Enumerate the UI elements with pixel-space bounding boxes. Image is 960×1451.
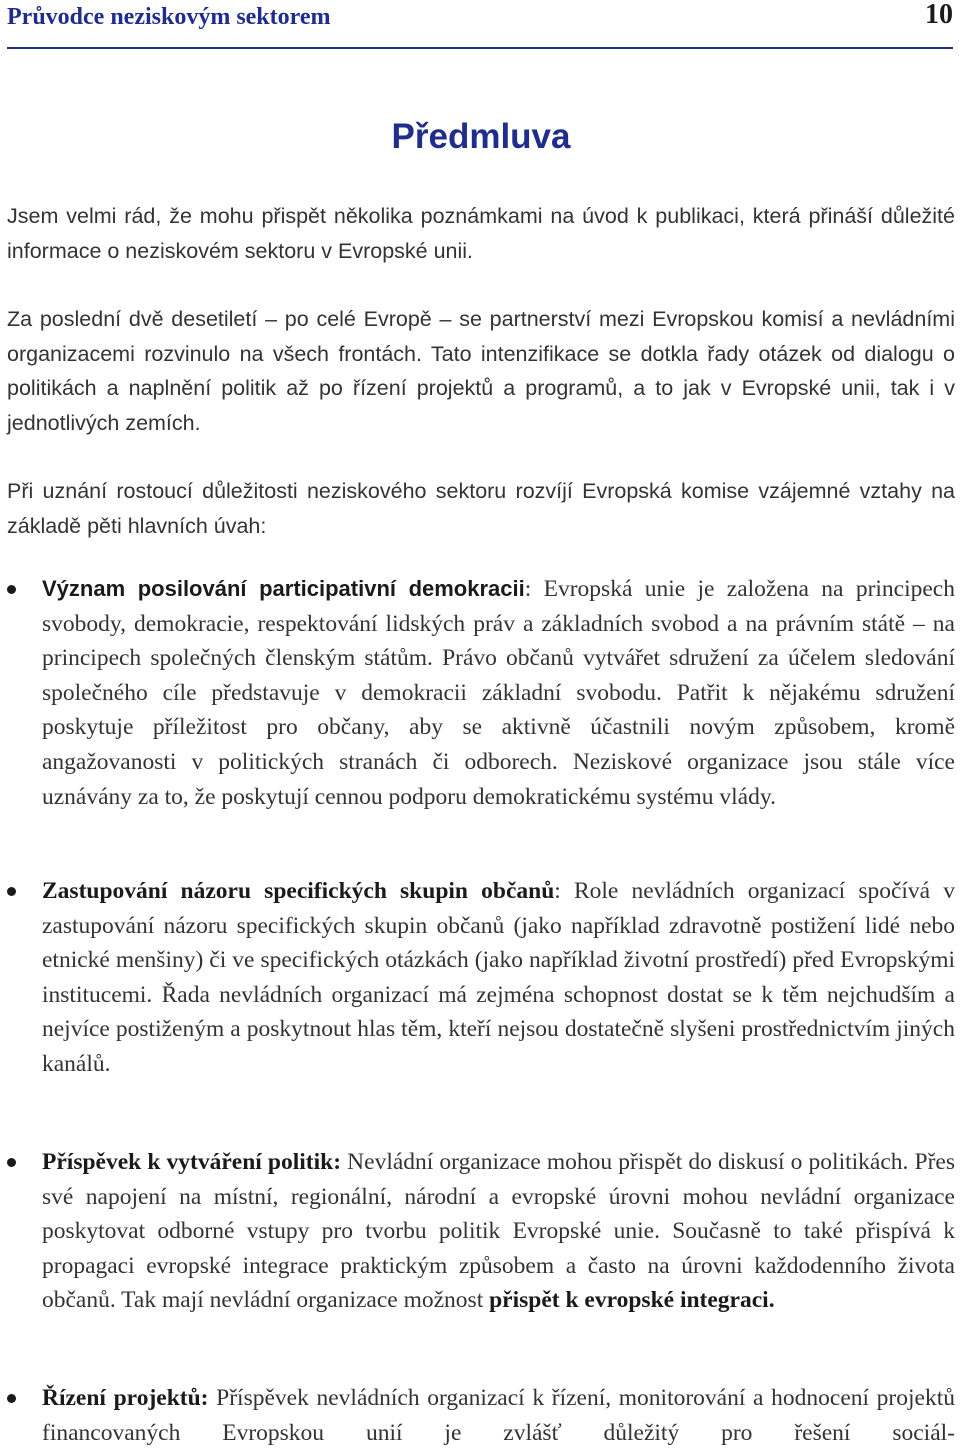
- bullet-icon: [7, 1158, 16, 1167]
- intro-paragraph-1: Jsem velmi rád, že mohu přispět několika poznámkami na úvod k publikaci, která přináší důležité informace o neziskovém sektoru v Evropské unii.: [7, 204, 955, 263]
- list-item-body: Nevládní organizace mohou přispět do diskusí o politikách. Přes své napojení na místní, regionální, národní a evropské úrovni mohou nevládní organizace poskytovat odborné vstupy pro tvorbu politik Evropské unie. Současně to také přispívá k propagaci evropské integrace praktickým způsobem a často na úrovni každodenního života občanů. Tak mají nevládní organizace možnost: [42, 1149, 955, 1314]
- list-item-heading: Řízení projektů:: [42, 1385, 209, 1411]
- list-item-body: : Role nevládních organizací spočívá v zastupování názoru specifických skupin občanů (jako například zdravotně postižení lidé nebo etnické menšiny) či ve specifických otázkách (jako například životní prostředí) před Evropskými institucemi. Řada nevládních organizací má zejména schopnost dostat se k těm nejchudším a nejvíce postiženým a poskytnout hlas těm, kteří nejsou dostatečně slyšeni prostřednictvím jiných kanálů.: [42, 878, 955, 1077]
- list-item-heading: Význam posilování participativní demokracii: [42, 576, 525, 601]
- list-item-body: : Evropská unie je založena na principech svobody, demokracie, respektování lidských práv a základních svobod a na právním státě – na principech společných členským státům. Právo občanů vytvářet sdružení za účelem sledování společného cíle představuje v demokracii základní svobodu. Patřit k nějakému sdružení poskytuje příležitost pro občany, aby se aktivně účastnili novým způsobem, kromě angažovanosti v politických stranách či odborech. Neziskové organizace jsou stále více uznávány za to, že poskytují cennou podporu demokratickému systému vlády.: [42, 576, 955, 810]
- intro-paragraph-3: Při uznání rostoucí důležitosti neziskového sektoru rozvíjí Evropská komise vzájemné vztahy na základě pěti hlavních úvah:: [7, 479, 955, 538]
- list-item: [7, 874, 955, 1082]
- list-item-body: Příspěvek nevládních organizací k řízení, monitorování a hodnocení projektů financovaných Evropskou unií je zvlášť důležitý pro řešení sociál-: [42, 1385, 955, 1446]
- list-item-text: [42, 1381, 955, 1450]
- list-item-heading: Příspěvek k vytváření politik:: [42, 1149, 342, 1175]
- list-item: [7, 1381, 955, 1450]
- page-title: Předmluva: [391, 117, 571, 156]
- bullet-icon: [7, 887, 16, 896]
- intro-paragraph-2: Za poslední dvě desetiletí – po celé Evropě – se partnerství mezi Evropskou komisí a nevládními organizacemi rozvinulo na všech frontách. Tato intenzifikace se dotkla řady otázek od dialogu o politikách a naplnění politik až po řízení projektů a programů, a to jak v Evropské unii, tak i v jednotlivých zemích.: [7, 307, 955, 435]
- bullet-icon: [7, 585, 16, 594]
- list-item-emphasis: přispět k evropské integraci.: [489, 1287, 775, 1314]
- page-number: 10: [925, 0, 953, 30]
- list-item-text: [42, 874, 955, 1082]
- list-item: [7, 1145, 955, 1318]
- list-item-heading: Zastupování názoru specifických skupin občanů: [42, 878, 555, 904]
- running-header: [7, 0, 953, 49]
- list-item-text: [42, 1145, 955, 1318]
- list-item-text: [42, 572, 955, 814]
- bullet-icon: [7, 1394, 16, 1403]
- publication-title: Průvodce neziskovým sektorem: [7, 4, 331, 30]
- list-item: [7, 572, 955, 814]
